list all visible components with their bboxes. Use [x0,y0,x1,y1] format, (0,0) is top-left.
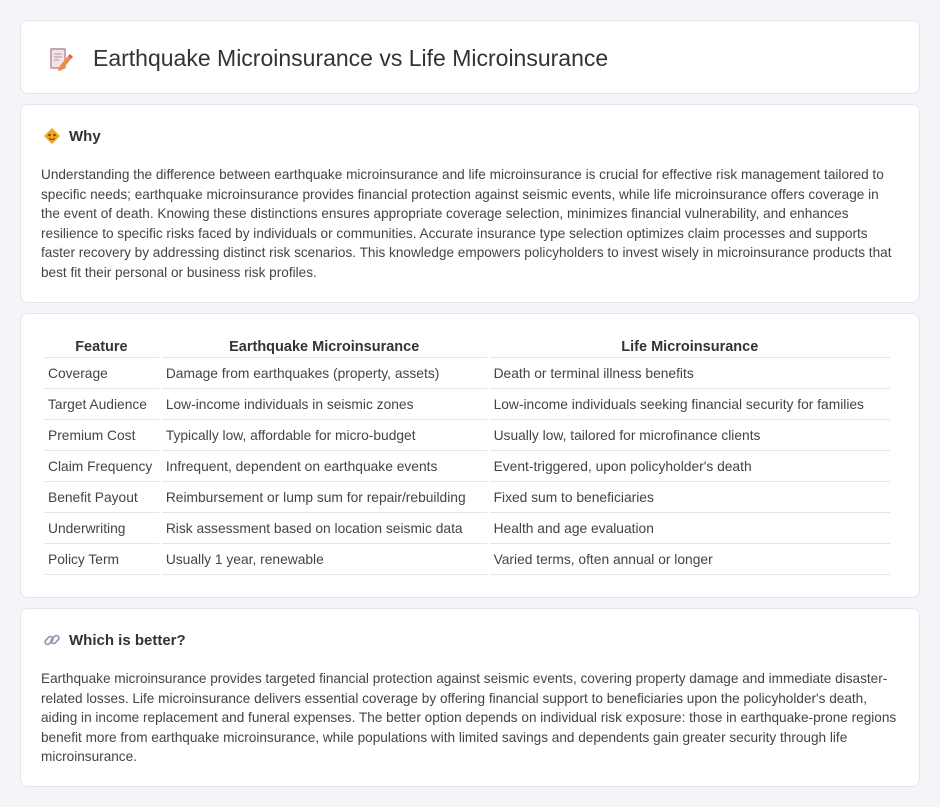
table-cell: Usually 1 year, renewable [162,544,487,575]
table-cell: Damage from earthquakes (property, assets) [162,358,487,389]
table-row [44,358,890,389]
header-earthquake: Earthquake Microinsurance [162,334,487,358]
table-cell: Claim Frequency [44,451,159,482]
why-card [20,104,920,303]
comparison-table [41,334,893,575]
table-cell: Premium Cost [44,420,159,451]
table-row [44,389,890,420]
header-life: Life Microinsurance [490,334,890,358]
title-row [47,45,608,72]
better-title: Which is better? [69,631,186,649]
why-body: Understanding the difference between earthquake microinsurance and life microinsurance is crucial for effective risk management tailored to specific needs; earthquake microinsurance provides financial protection against seismic events, while life microinsurance offers coverage in the event of death. Knowing these distinctions ensures appropriate coverage selection, minimizes financial vulnerability, and enhances resilience to specific risks faced by individuals or communities. Accurate insurance type selection optimizes claim processes and supports faster recovery by addressing distinct risk scenarios. This knowledge empowers policyholders to invest wisely in microinsurance products that best fit their personal or business risk profiles. [41,167,892,280]
table-cell: Event-triggered, upon policyholder's death [490,451,890,482]
table-row [44,544,890,575]
why-title: Why [69,127,101,145]
table-cell: Typically low, affordable for micro-budget [162,420,487,451]
table-header-row [44,334,890,358]
table-cell: Underwriting [44,513,159,544]
table-row [44,513,890,544]
table-cell: Death or terminal illness benefits [490,358,890,389]
better-heading [43,631,186,649]
table-cell: Benefit Payout [44,482,159,513]
table-cell: Usually low, tailored for microfinance clients [490,420,890,451]
warning-diamond-icon [43,127,61,145]
header-feature: Feature [44,334,159,358]
table-cell: Low-income individuals seeking financial security for families [490,389,890,420]
table-row [44,451,890,482]
document-pencil-icon [47,46,73,72]
table-cell: Coverage [44,358,159,389]
link-icon [43,631,61,649]
table-cell: Target Audience [44,389,159,420]
title-card [20,20,920,94]
table-cell: Health and age evaluation [490,513,890,544]
table-cell: Fixed sum to beneficiaries [490,482,890,513]
table-cell: Varied terms, often annual or longer [490,544,890,575]
table-cell: Reimbursement or lump sum for repair/rebuilding [162,482,487,513]
table-cell: Low-income individuals in seismic zones [162,389,487,420]
better-body: Earthquake microinsurance provides targeted financial protection against seismic events, covering property damage and immediate disaster-related losses. Life microinsurance delivers essential coverage by offering financial support to beneficiaries upon the policyholder's death, aiding in income replacement and funeral expenses. The better option depends on individual risk exposure: those in earthquake-prone regions benefit more from earthquake microinsurance, while populations with limited savings and dependents gain greater security through life microinsurance. [41,671,897,764]
comparison-card [20,313,920,598]
table-cell: Policy Term [44,544,159,575]
table-row [44,420,890,451]
table-cell: Risk assessment based on location seismic data [162,513,487,544]
why-heading [43,127,101,145]
table-row [44,482,890,513]
table-cell: Infrequent, dependent on earthquake events [162,451,487,482]
page-title: Earthquake Microinsurance vs Life Microinsurance [93,45,609,71]
better-card [20,608,920,787]
